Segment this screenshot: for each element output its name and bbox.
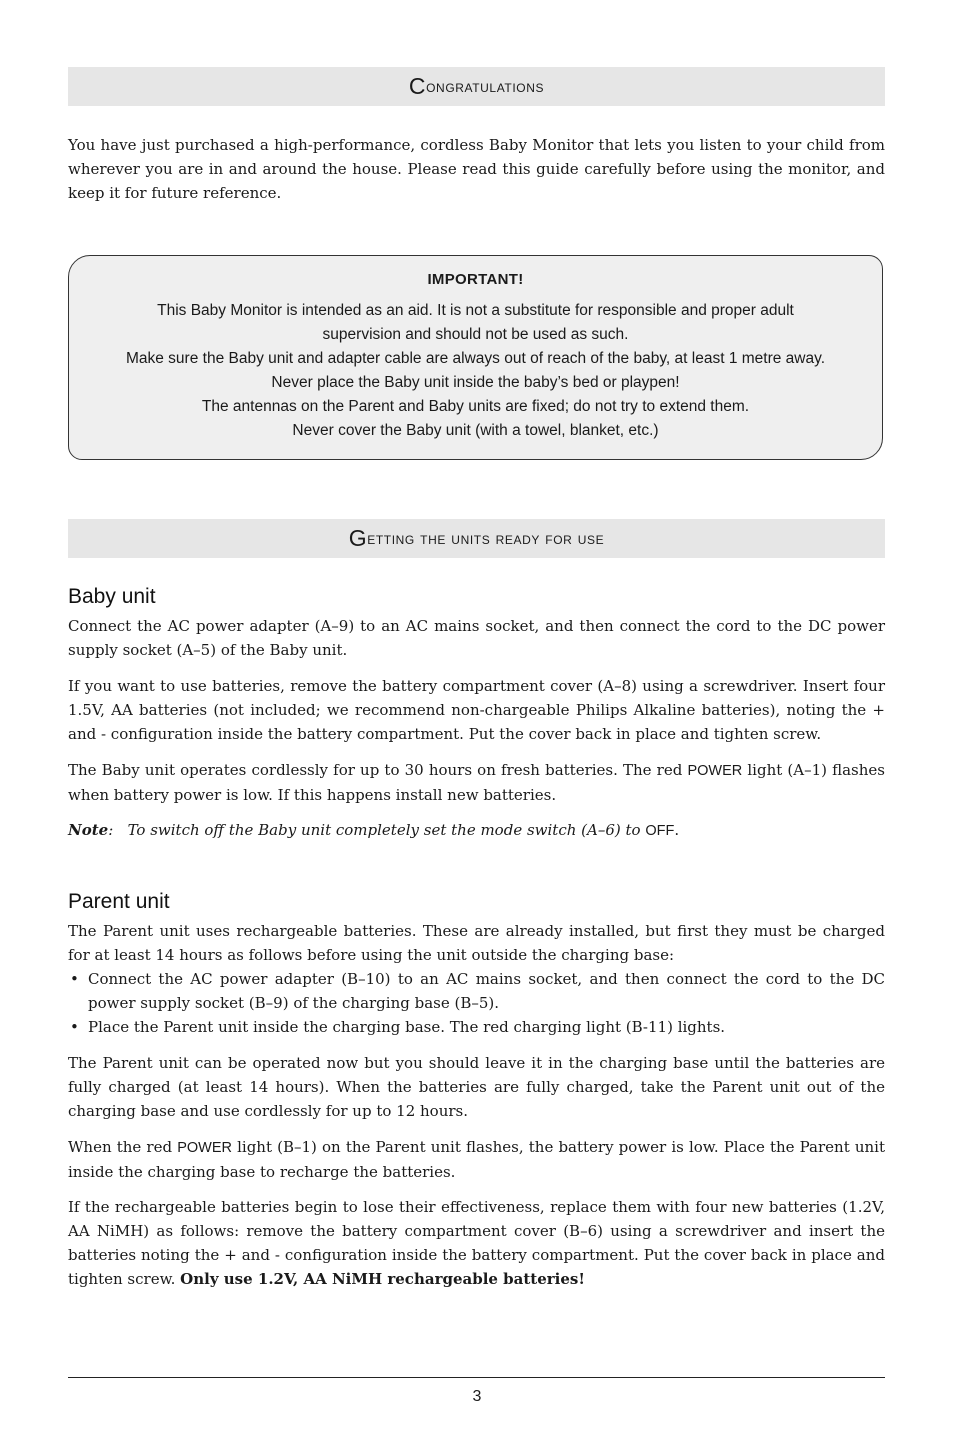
important-line: The antennas on the Parent and Baby units are fixed; do not try to extend them. [201,398,750,415]
parent-unit-p4-text: If the rechargeable batteries begin to lose their effectiveness, replace them with four new batteries (1.2V, AA NiMH) as follows: remove the battery compartment cover (B–6) using a screwdriver and insert the batteries noting the + and - configuration inside the battery compartment. Put the cover back in place and tighten screw. [68,1198,885,1288]
baby-unit-note: Note: To switch off the Baby unit completely set the mode switch (A–6) to OFF. [68,821,680,839]
page-number: 3 [472,1388,482,1405]
bullet-icon: • [70,1018,79,1036]
baby-unit-heading: Baby unit [68,585,156,608]
power-label: POWER [687,763,743,779]
section-header-rest: etting the units ready for use [367,528,605,548]
important-line: This Baby Monitor is intended as an aid. It is not a substitute for responsible and proper adult [157,302,794,319]
parent-unit-p4-warning: Only use 1.2V, AA NiMH rechargeable batteries! [180,1270,585,1288]
baby-unit-p3-text-end: light (A–1) flashes when battery power is low. If this happens install new batteries. [68,761,885,804]
list-item [68,967,885,1015]
parent-unit-p3-text-end: light (B–1) on the Parent unit flashes, the battery power is low. Place the Parent unit inside the charging base to recharge the batteries. [68,1138,886,1181]
parent-unit-paragraph-1: The Parent unit uses rechargeable batteries. These are already installed, but first they must be charged for at least 14 hours as follows before using the unit outside the charging base: [68,922,885,964]
note-text: To switch off the Baby unit completely set the mode switch (A–6) to [127,821,646,839]
section-header-initial: C [408,73,427,99]
important-line: Never cover the Baby unit (with a towel, blanket, etc.) [292,422,659,439]
parent-unit-paragraph-3 [68,1135,885,1184]
congrats-paragraph: You have just purchased a high-performance, cordless Baby Monitor that lets you listen to your child from wherever you are in and around the house. Please read this guide carefully before using the monitor, and keep it for future reference. [68,136,885,202]
important-heading: IMPORTANT! [427,271,524,288]
off-label: OFF [645,823,675,839]
note-label: Note [68,821,109,839]
important-line: Never place the Baby unit inside the baby’s bed or playpen! [271,374,680,391]
baby-unit-paragraph-3 [68,758,885,807]
bullet-text: Place the Parent unit inside the charging base. The red charging light (B-11) lights. [88,1018,726,1036]
power-label: POWER [177,1140,232,1156]
baby-unit-p3-text: The Baby unit operates cordlessly for up to 30 hours on fresh batteries. The red [68,761,688,779]
parent-unit-heading: Parent unit [68,890,170,913]
section-header-initial: G [348,525,368,551]
baby-unit-paragraph-1: Connect the AC power adapter (A–9) to an AC mains socket, and then connect the cord to the DC power supply socket (A–5) of the Baby unit. [68,617,885,659]
parent-unit-paragraph-2: The Parent unit can be operated now but you should leave it in the charging base until the batteries are fully charged (at least 14 hours). When the batteries are fully charged, take the Parent unit out of the charging base and use cordlessly for up to 12 hours. [68,1054,885,1120]
list-item [68,1015,885,1039]
bullet-icon: • [70,970,79,988]
important-notice-box [68,255,883,460]
bullet-text: Connect the AC power adapter (B–10) to an AC mains socket, and then connect the cord to the DC power supply socket (B–9) of the charging base (B–5). [88,970,885,1012]
important-line: supervision and should not be used as such. [322,326,629,343]
section-header-congratulations [68,67,885,106]
baby-unit-paragraph-2: If you want to use batteries, remove the battery compartment cover (A–8) using a screwdriver. Insert four 1.5V, AA batteries (not included; we recommend non-chargeable Philips Alkaline batteries), noting the + and - configuration inside the battery compartment. Put the cover back in place and tighten screw. [68,677,885,743]
section-header-getting-ready [68,519,885,558]
footer-divider [68,1377,885,1378]
note-end: . [674,821,680,839]
parent-unit-bullet-list [68,967,885,1039]
section-header-rest: ongratulations [426,76,545,96]
important-line: Make sure the Baby unit and adapter cable are always out of reach of the baby, at least 1 metre away. [125,350,826,367]
parent-unit-p3-text: When the red [68,1138,178,1156]
parent-unit-paragraph-4 [68,1195,885,1291]
